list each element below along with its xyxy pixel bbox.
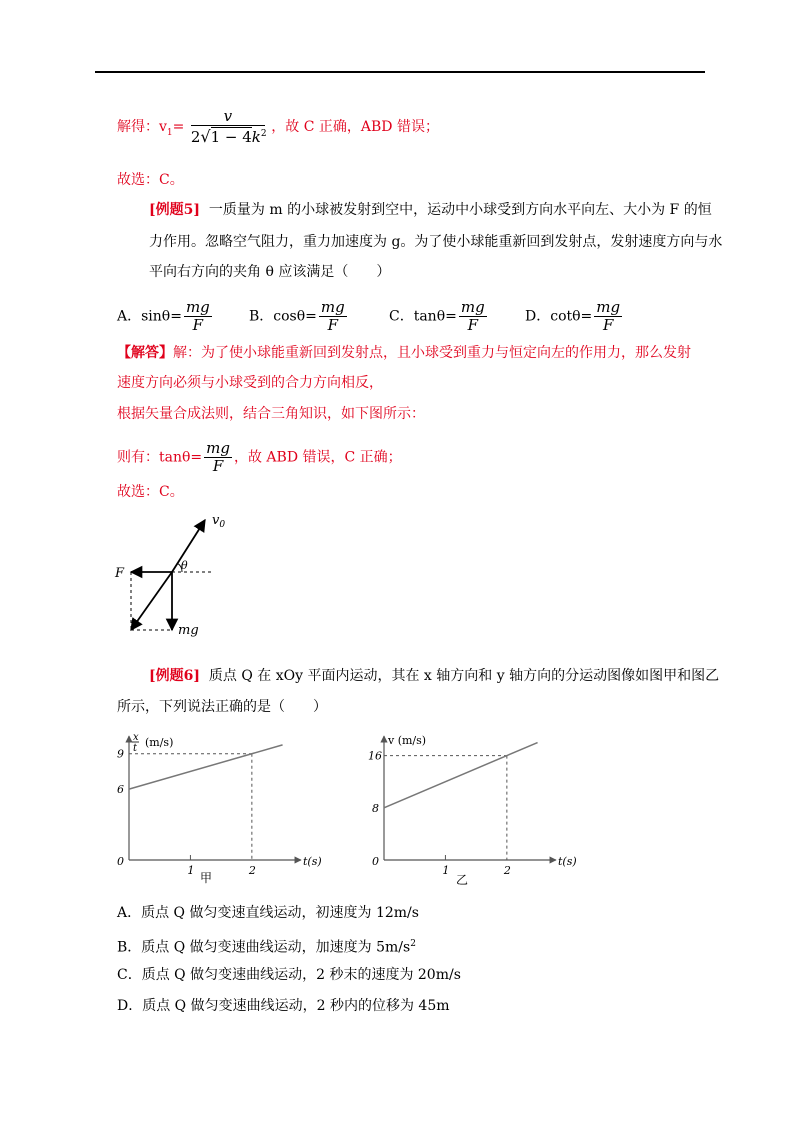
x-unit: t(s) [558,855,577,868]
q5-solution-line2: 速度方向必须与小球受到的合力方向相反， [117,375,383,391]
x-tick-label-2: 2 [248,864,256,877]
option-a-frac [184,299,212,334]
q5-line3: 平向右方向的夹角 θ 应该满足（ ） [149,264,391,280]
option-b-frac [319,299,347,334]
sqrt-icon: √ [200,127,211,146]
q5-line1 [149,200,712,220]
y-label: v (m/s) [388,734,427,747]
q6-line1 [149,666,719,686]
y-unit: (m/s) [145,736,174,749]
x-tick-label-1: 1 [187,864,195,877]
y-tick-6: 6 [117,783,124,797]
v0-label: $v_0$ [212,513,226,530]
prev-solution-fraction [191,108,265,146]
den-root: 1 − 4 [210,128,252,146]
option-d-num: mg [596,298,621,316]
q5-label: [例题5] [149,202,200,218]
option-a-pre: A．sinθ= [117,308,182,325]
q5-option-b [249,299,349,334]
q6-label: [例题6] [149,668,200,684]
v0-arrow [172,520,205,572]
q6-option-c: C．质点 Q 做匀变速曲线运动，2 秒末的速度为 20m/s [117,967,461,983]
theta-label: θ [181,559,188,572]
q6-option-d: D．质点 Q 做匀变速曲线运动，2 秒内的位移为 45m [117,998,450,1014]
F-label: F [115,566,125,581]
q5-solution-tag: 【解答】 [117,345,173,361]
mg-label: mg [178,623,199,638]
graph-yi [368,728,577,888]
prev-solution-eq: = [172,119,185,135]
option-d-frac [594,299,622,334]
q6-option-a: A．质点 Q 做匀变速直线运动，初速度为 12m/s [117,905,419,921]
option-a-den: F [192,316,204,334]
y-tick-9: 9 [117,747,124,761]
q5-solution-answer: 故选：C。 [117,484,184,500]
option-b-pre: B．cosθ= [249,308,317,325]
den-k: k [251,128,261,146]
q6-option-b-sup: 2 [410,939,416,949]
solution-line4-frac [204,440,232,475]
x-tick-label-2: 2 [503,864,511,877]
prev-solution-den [191,126,265,146]
q5-text1: 一质量为 m 的小球被发射到空中，运动中小球受到方向水平向左、大小为 F 的恒 [208,202,712,218]
graph-jia [115,728,322,888]
option-d-den: F [602,316,614,334]
header-rule [95,71,705,73]
option-d-pre: D．cotθ= [525,308,593,325]
q5-option-c [389,299,489,334]
solution-line4-num: mg [206,439,230,457]
q5-option-a [117,299,214,334]
caption-jia: 甲 [200,871,213,885]
option-b-den: F [327,316,339,334]
y-label-num: x [133,732,139,743]
prev-solution-num: v [191,108,265,126]
resultant-arrow [131,572,172,630]
force-diagram [110,510,240,640]
data-line [129,745,283,789]
solution-line4-den: F [212,457,224,475]
solution-line4-post: ，故 ABD 错误，C 正确； [233,449,402,466]
q5-solution-line3: 根据矢量合成法则，结合三角知识，如下图所示： [117,406,425,422]
y-tick-16: 16 [368,749,382,763]
den-pre: 2 [190,128,201,146]
q5-line2: 力作用。忽略空气阻力，重力加速度为 g。为了使小球能重新回到发射点，发射速度方向与水 [149,234,723,250]
q5-solution-text1: 解：为了使小球能重新回到发射点，且小球受到重力与恒定向左的作用力，那么发射 [173,345,691,361]
prev-solution-conclusion: ，故 C 正确，ABD 错误； [271,119,439,135]
y-tick-8: 8 [372,801,379,815]
caption-yi: 乙 [456,873,469,887]
q5-solution-line1 [117,343,691,363]
option-c-den: F [467,316,478,334]
q5-solution-line4 [117,440,402,475]
option-c-frac [459,299,487,334]
q5-option-d [525,299,624,334]
x-unit: t(s) [303,855,322,868]
q6-option-b [117,934,416,958]
q6-line2: 所示，下列说法正确的是（ ） [117,699,327,715]
prev-solution-line [117,108,439,146]
prev-solution-lead: 解得：v [117,119,167,135]
origin-label: 0 [372,855,379,868]
origin-label: 0 [117,855,124,868]
solution-line4-pre: 则有：tanθ= [117,449,203,466]
prev-solution-sub: 1 [166,127,173,138]
q6-option-b-text: B．质点 Q 做匀变速曲线运动，加速度为 5m/s [117,939,411,956]
den-exp: 2 [260,129,267,139]
option-c-num: mg [460,298,485,316]
q6-text1: 质点 Q 在 xOy 平面内运动，其在 x 轴方向和 y 轴方向的分运动图像如图甲和图乙 [208,668,720,684]
option-c-pre: C．tanθ= [389,308,457,325]
prev-answer: 故选：C。 [117,172,184,188]
option-b-num: mg [320,298,345,316]
data-line [384,743,538,808]
x-tick-label-1: 1 [442,864,450,877]
option-a-num: mg [185,298,210,316]
y-label-den: t [133,743,138,754]
